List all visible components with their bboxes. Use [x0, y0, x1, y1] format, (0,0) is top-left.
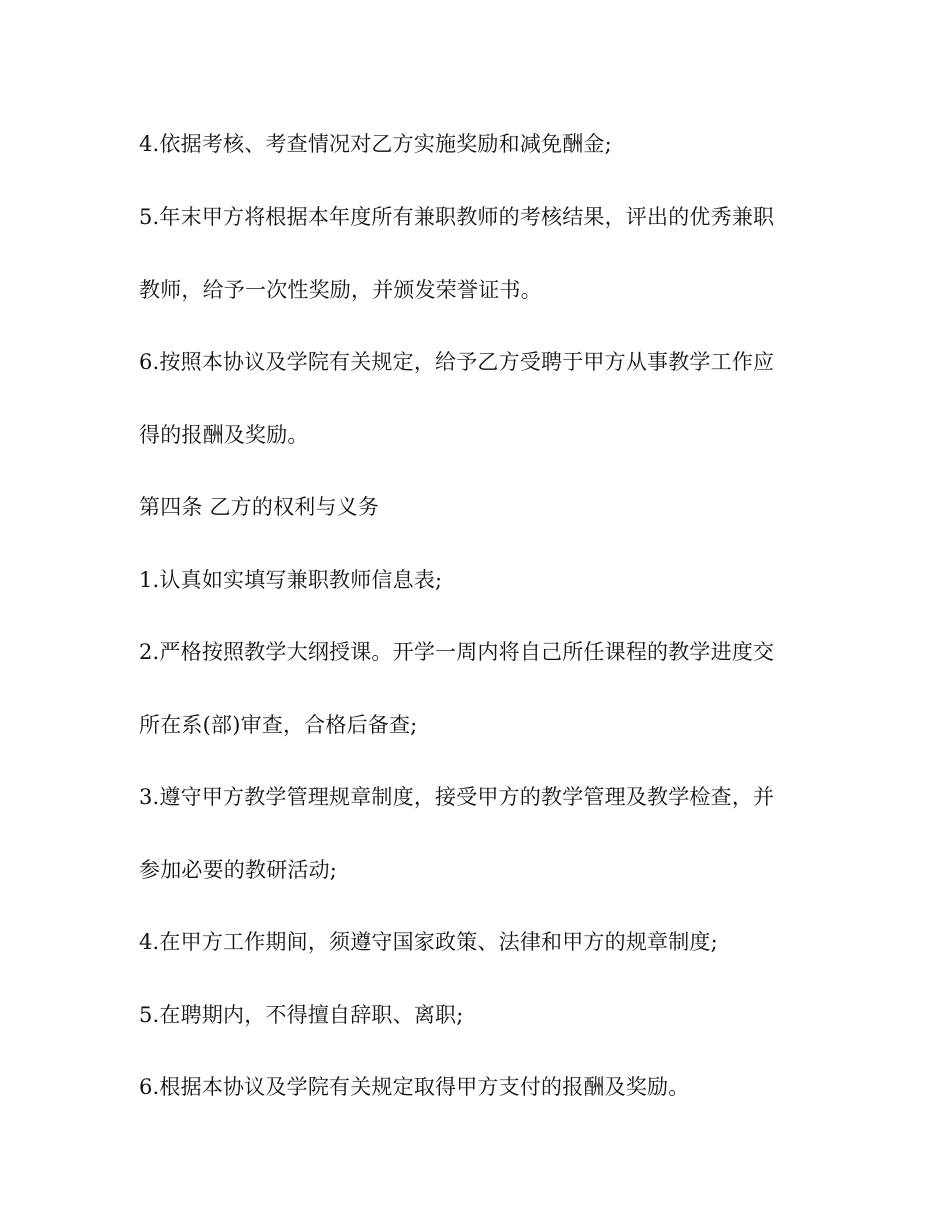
paragraph-line: 所在系(部)审查，合格后备查; [139, 713, 418, 737]
paragraph-line: 得的报酬及奖励。 [139, 423, 309, 447]
paragraph-line: 5.在聘期内，不得擅自辞职、离职; [139, 1003, 464, 1027]
paragraph-line: 3.遵守甲方教学管理规章制度，接受甲方的教学管理及教学检查，并 [139, 785, 775, 809]
paragraph-line: 4.在甲方工作期间，须遵守国家政策、法律和甲方的规章制度; [139, 930, 718, 954]
paragraph-line: 4.依据考核、考查情况对乙方实施奖励和减免酬金; [139, 132, 612, 156]
paragraph-line: 1.认真如实填写兼职教师信息表; [139, 568, 443, 592]
paragraph-line: 6.根据本协议及学院有关规定取得甲方支付的报酬及奖励。 [139, 1075, 690, 1099]
paragraph-line: 6.按照本协议及学院有关规定，给予乙方受聘于甲方从事教学工作应 [139, 350, 775, 374]
paragraph-line: 2.严格按照教学大纲授课。开学一周内将自己所任课程的教学进度交 [139, 640, 775, 664]
paragraph-line: 5.年末甲方将根据本年度所有兼职教师的考核结果，评出的优秀兼职 [139, 205, 775, 229]
section-heading: 第四条 乙方的权利与义务 [139, 495, 380, 519]
paragraph-line: 教师，给予一次性奖励，并颁发荣誉证书。 [139, 278, 542, 302]
paragraph-line: 参加必要的教研活动; [139, 858, 338, 882]
